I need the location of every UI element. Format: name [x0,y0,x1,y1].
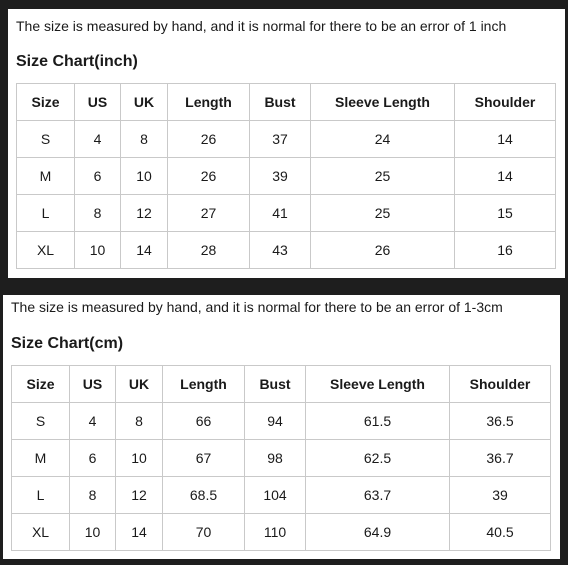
table-cell: M [12,440,70,477]
table-cell: XL [12,514,70,551]
header-sleeve-length: Sleeve Length [311,84,455,121]
table-cell: 26 [311,232,455,269]
table-cell: 67 [163,440,245,477]
table-cell: 10 [70,514,116,551]
table-cell: 70 [163,514,245,551]
table-cell: 26 [168,121,250,158]
table-row [17,158,556,195]
table-cell: 43 [250,232,311,269]
table-cell: 25 [311,158,455,195]
table-cell: 62.5 [306,440,450,477]
table-cell: 36.5 [450,403,551,440]
table-cell: 14 [455,158,556,195]
table-cell: 10 [121,158,168,195]
table-cell: 98 [245,440,306,477]
header-bust: Bust [245,366,306,403]
table-cell: 14 [121,232,168,269]
size-table-cm [11,365,551,551]
table-cell: 4 [70,403,116,440]
header-length: Length [163,366,245,403]
table-cell: 68.5 [163,477,245,514]
table-cell: L [12,477,70,514]
header-us: US [75,84,121,121]
table-cell: S [12,403,70,440]
table-cell: 40.5 [450,514,551,551]
header-us: US [70,366,116,403]
table-row [17,121,556,158]
table-cell: 26 [168,158,250,195]
table-cell: 8 [116,403,163,440]
table-cell: 64.9 [306,514,450,551]
header-length: Length [168,84,250,121]
table-cell: 39 [450,477,551,514]
table-header-row [17,84,556,121]
header-sleeve-length: Sleeve Length [306,366,450,403]
table-cell: 28 [168,232,250,269]
table-cell: 4 [75,121,121,158]
table-cell: 94 [245,403,306,440]
table-cell: 61.5 [306,403,450,440]
header-uk: UK [121,84,168,121]
table-cell: S [17,121,75,158]
table-cell: 110 [245,514,306,551]
table-cell: 14 [455,121,556,158]
table-cell: L [17,195,75,232]
table-cell: 12 [121,195,168,232]
table-cell: 37 [250,121,311,158]
table-cell: 63.7 [306,477,450,514]
table-cell: 6 [75,158,121,195]
table-row [12,440,551,477]
header-bust: Bust [250,84,311,121]
table-cell: 12 [116,477,163,514]
measurement-note: The size is measured by hand, and it is normal for there to be an error of 1-3cm [11,299,503,315]
table-cell: 16 [455,232,556,269]
header-shoulder: Shoulder [455,84,556,121]
table-cell: 24 [311,121,455,158]
table-cell: XL [17,232,75,269]
table-cell: 10 [116,440,163,477]
table-cell: 10 [75,232,121,269]
table-cell: 27 [168,195,250,232]
table-cell: 36.7 [450,440,551,477]
chart-title: Size Chart(inch) [16,53,138,70]
header-size: Size [17,84,75,121]
table-row [12,403,551,440]
table-row [12,477,551,514]
header-shoulder: Shoulder [450,366,551,403]
table-cell: 39 [250,158,311,195]
size-table-inch [16,83,556,269]
header-uk: UK [116,366,163,403]
table-cell: 41 [250,195,311,232]
chart-title: Size Chart(cm) [11,335,124,352]
header-size: Size [12,366,70,403]
table-header-row [12,366,551,403]
table-cell: 15 [455,195,556,232]
table-row [17,232,556,269]
measurement-note: The size is measured by hand, and it is normal for there to be an error of 1 inch [16,18,507,34]
table-cell: 25 [311,195,455,232]
table-cell: 8 [121,121,168,158]
table-cell: 14 [116,514,163,551]
size-chart-inch-card [8,9,565,278]
table-cell: 66 [163,403,245,440]
table-cell: 104 [245,477,306,514]
size-chart-cm-card [3,295,560,559]
table-row [12,514,551,551]
table-cell: 8 [70,477,116,514]
table-cell: 8 [75,195,121,232]
table-row [17,195,556,232]
table-cell: M [17,158,75,195]
table-cell: 6 [70,440,116,477]
